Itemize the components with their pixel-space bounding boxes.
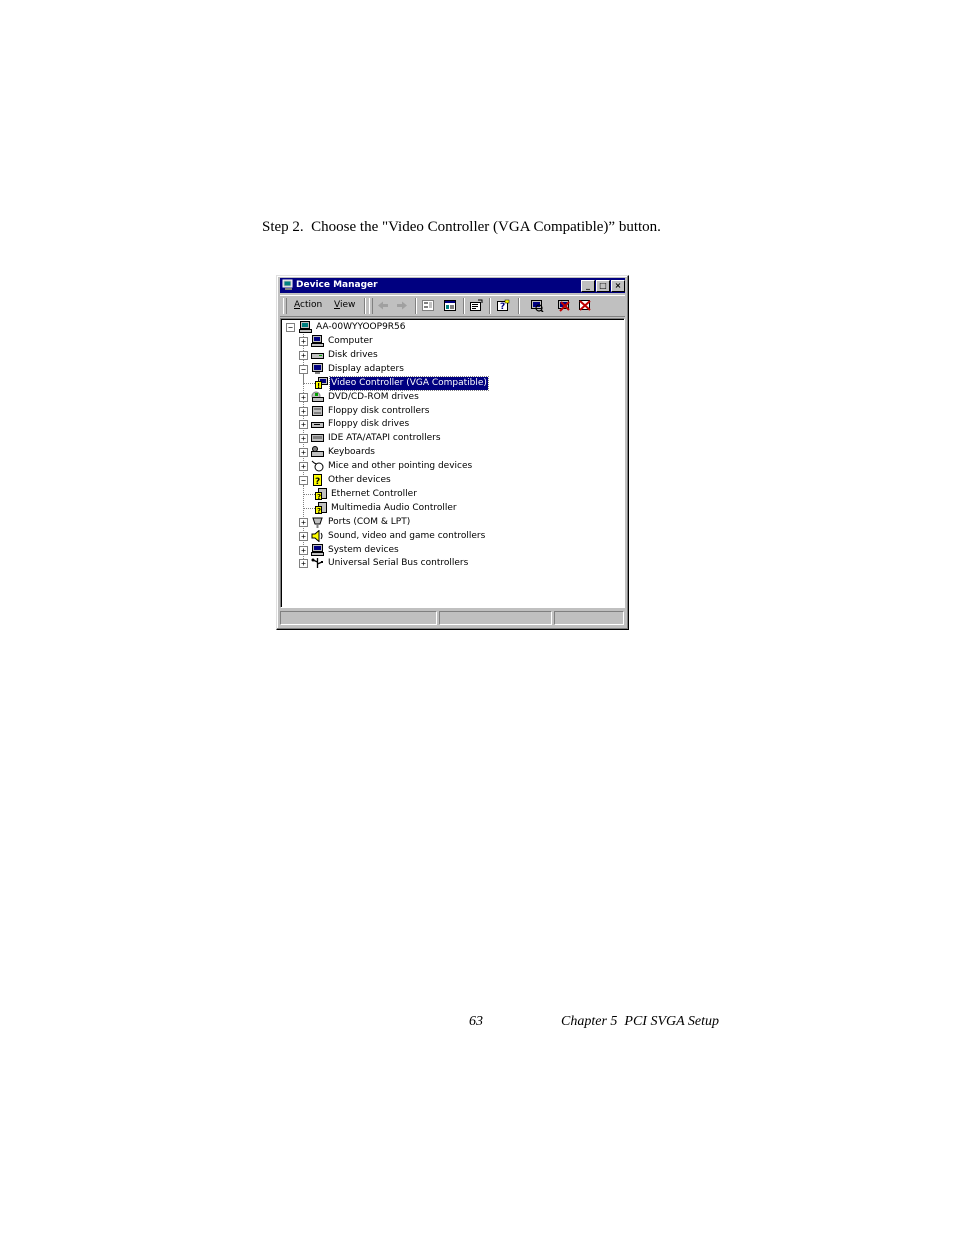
tree-item-label: Disk drives bbox=[328, 349, 378, 360]
tree-item-label: Other devices bbox=[328, 475, 391, 485]
help-icon[interactable] bbox=[496, 299, 510, 312]
port-icon bbox=[311, 516, 324, 528]
tree-item[interactable] bbox=[299, 391, 611, 404]
tree-item-label: Keyboards bbox=[328, 447, 375, 458]
computer-icon bbox=[311, 335, 324, 347]
toolbar-separator-3 bbox=[463, 298, 465, 314]
svg-text:!: ! bbox=[317, 381, 321, 389]
usb-icon bbox=[311, 557, 324, 569]
tree-item-label: DVD/CD-ROM drives bbox=[328, 391, 419, 402]
expand-toggle[interactable]: + bbox=[299, 420, 308, 429]
chapter-title: Chapter 5 PCI SVGA Setup bbox=[561, 1014, 720, 1029]
tree-item[interactable] bbox=[315, 488, 611, 501]
device-manager-window bbox=[276, 275, 629, 630]
disable-icon[interactable] bbox=[578, 299, 592, 312]
expand-toggle[interactable]: + bbox=[299, 393, 308, 402]
expand-toggle[interactable]: + bbox=[299, 462, 308, 471]
tree-item[interactable] bbox=[299, 446, 611, 459]
tree-item-label: Floppy disk drives bbox=[328, 419, 410, 430]
forward-arrow-icon[interactable] bbox=[395, 299, 409, 312]
tree-view-icon[interactable] bbox=[421, 299, 435, 312]
device-manager-icon bbox=[282, 279, 294, 291]
minimize-button[interactable]: _ bbox=[581, 280, 595, 292]
tree-item[interactable] bbox=[299, 557, 611, 570]
tree-item-label: Ethernet Controller bbox=[331, 488, 417, 499]
menu-view-accel: V bbox=[334, 300, 340, 310]
tree-item[interactable] bbox=[299, 516, 611, 529]
tree-connector bbox=[303, 374, 304, 384]
menu-view[interactable] bbox=[334, 299, 355, 312]
tree-item[interactable] bbox=[299, 349, 611, 362]
toolbar bbox=[280, 295, 625, 317]
title-bar[interactable] bbox=[280, 278, 625, 293]
toolbar-separator-5 bbox=[518, 298, 520, 314]
tree-item[interactable] bbox=[299, 530, 611, 543]
status-pane-1 bbox=[280, 611, 437, 625]
computer-icon bbox=[299, 321, 312, 333]
expand-toggle[interactable]: + bbox=[299, 434, 308, 443]
tree-item[interactable] bbox=[299, 474, 611, 487]
expand-toggle[interactable]: + bbox=[299, 337, 308, 346]
tree-item[interactable] bbox=[299, 405, 611, 418]
svg-text:?: ? bbox=[500, 302, 506, 312]
warning-monitor-icon bbox=[315, 377, 328, 389]
expand-toggle[interactable]: + bbox=[299, 532, 308, 541]
toolbar-grip-2[interactable] bbox=[369, 298, 373, 314]
tree-item[interactable] bbox=[315, 502, 611, 515]
tree-item-label: Computer bbox=[328, 336, 373, 346]
disk-drive-icon bbox=[311, 349, 324, 361]
tree-item[interactable] bbox=[299, 335, 611, 348]
tree-item-label: Multimedia Audio Controller bbox=[331, 502, 457, 513]
root-label: AA-00WYYOOP9R56 bbox=[316, 322, 406, 332]
toolbar-separator-2 bbox=[415, 298, 417, 314]
collapse-toggle[interactable]: − bbox=[299, 365, 308, 374]
tree-item-label: Ports (COM & LPT) bbox=[328, 516, 411, 527]
expand-toggle[interactable]: + bbox=[299, 546, 308, 555]
expand-toggle[interactable]: + bbox=[299, 518, 308, 527]
system-icon bbox=[311, 544, 324, 556]
svg-text:?: ? bbox=[317, 506, 322, 514]
expand-toggle[interactable]: + bbox=[299, 351, 308, 360]
expand-toggle[interactable]: + bbox=[299, 448, 308, 457]
tree-connector bbox=[303, 508, 315, 509]
menu-view-rest: iew bbox=[339, 300, 356, 310]
controller-icon bbox=[311, 405, 324, 417]
menu-action-rest: ction bbox=[300, 300, 323, 310]
toolbar-grip[interactable] bbox=[283, 298, 287, 314]
expand-toggle[interactable]: + bbox=[299, 407, 308, 416]
unknown-device-icon bbox=[315, 488, 328, 500]
tree-item-label: Display adapters bbox=[328, 363, 404, 374]
expand-toggle[interactable]: + bbox=[299, 559, 308, 568]
back-arrow-icon[interactable] bbox=[376, 299, 390, 312]
tree-connector bbox=[303, 494, 315, 495]
tree-item-label: IDE ATA/ATAPI controllers bbox=[328, 433, 441, 444]
tree-connector bbox=[303, 383, 315, 384]
collapse-toggle[interactable]: − bbox=[286, 323, 295, 332]
question-icon bbox=[311, 474, 324, 486]
close-button[interactable]: × bbox=[611, 280, 625, 292]
monitor-icon bbox=[311, 363, 324, 375]
tree-connector bbox=[303, 485, 304, 509]
tree-item-label: Universal Serial Bus controllers bbox=[328, 558, 469, 569]
collapse-toggle[interactable]: − bbox=[299, 476, 308, 485]
svg-text:?: ? bbox=[317, 492, 322, 500]
menu-action[interactable] bbox=[294, 299, 322, 312]
cdrom-icon bbox=[311, 391, 324, 403]
details-view-icon[interactable] bbox=[443, 299, 457, 312]
svg-text:?: ? bbox=[315, 477, 321, 486]
tree-root[interactable] bbox=[286, 321, 586, 334]
tree-item-label: Video Controller (VGA Compatible) bbox=[331, 377, 487, 388]
window-title: Device Manager bbox=[296, 280, 378, 290]
status-pane-3 bbox=[554, 611, 624, 625]
tree-item-label: Mice and other pointing devices bbox=[328, 461, 473, 472]
mouse-icon bbox=[311, 460, 324, 472]
toolbar-separator-4 bbox=[489, 298, 491, 314]
tree-item[interactable] bbox=[315, 377, 611, 390]
toolbar-separator bbox=[364, 298, 366, 314]
tree-item-label: System devices bbox=[328, 544, 399, 555]
tree-item[interactable] bbox=[299, 460, 611, 473]
tree-item[interactable] bbox=[299, 418, 611, 431]
speaker-icon bbox=[311, 530, 324, 542]
maximize-button[interactable]: □ bbox=[596, 280, 610, 292]
menu-action-accel: A bbox=[294, 300, 300, 310]
ide-icon bbox=[311, 432, 324, 444]
tree-item-label: Floppy disk controllers bbox=[328, 405, 430, 416]
unknown-device-icon bbox=[315, 502, 328, 514]
scan-hardware-icon[interactable] bbox=[530, 299, 544, 312]
device-tree bbox=[280, 318, 625, 608]
uninstall-icon[interactable] bbox=[557, 299, 571, 312]
tree-item[interactable] bbox=[299, 363, 611, 376]
status-pane-2 bbox=[439, 611, 552, 625]
floppy-icon bbox=[311, 418, 324, 430]
tree-item[interactable] bbox=[299, 544, 611, 557]
page-number: 63 bbox=[469, 1014, 483, 1029]
keyboard-icon bbox=[311, 446, 324, 458]
tree-item-label: Sound, video and game controllers bbox=[328, 530, 486, 541]
properties-icon[interactable] bbox=[469, 299, 483, 312]
tree-item[interactable] bbox=[299, 432, 611, 445]
step-instruction: Step 2. Choose the "Video Controller (VGA Compatible)” button. bbox=[262, 219, 661, 235]
